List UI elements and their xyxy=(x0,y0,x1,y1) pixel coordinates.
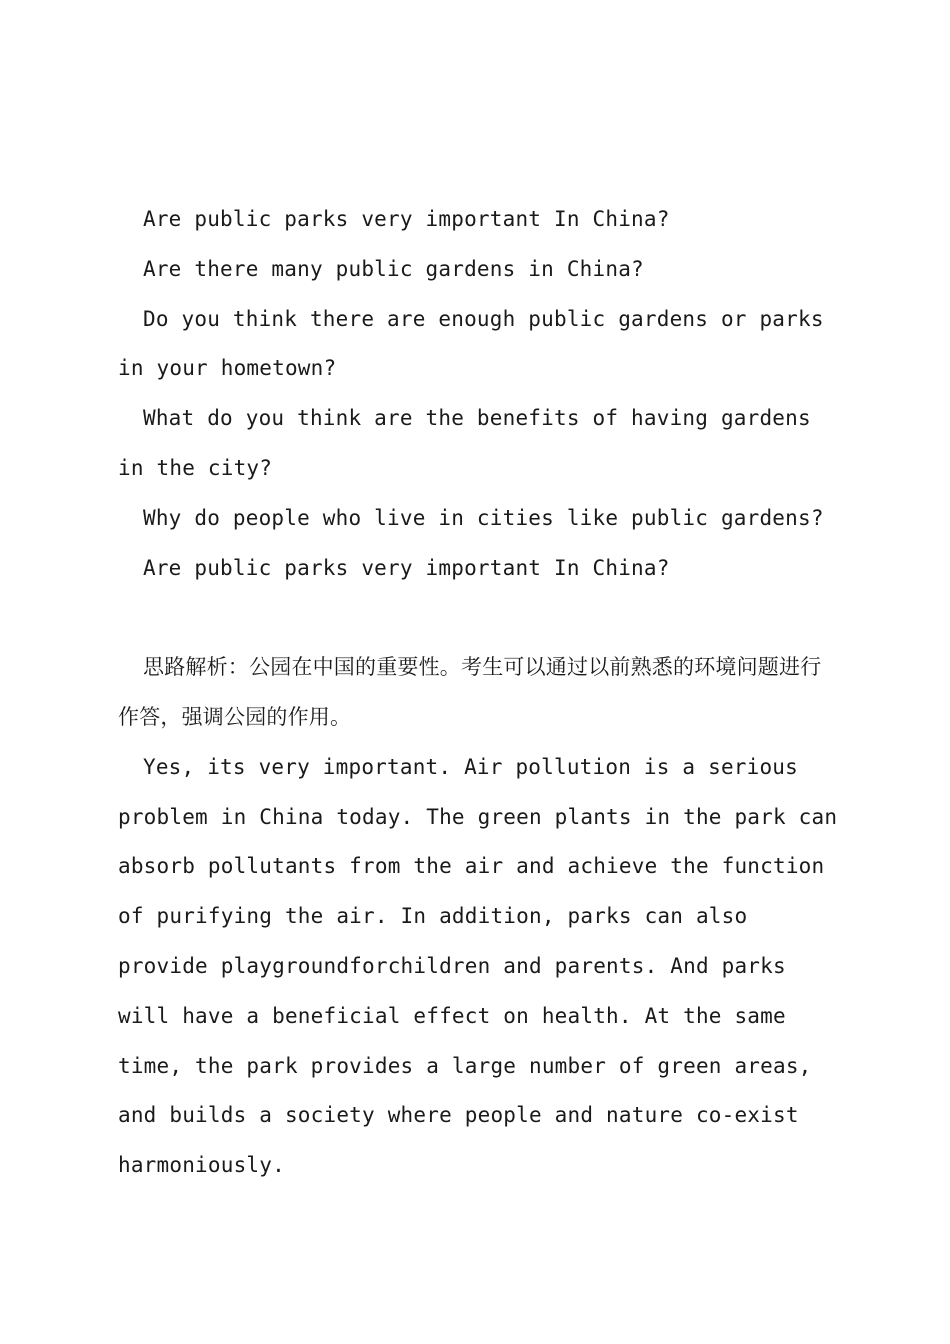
question-5: Why do people who live in cities like public gardens? xyxy=(143,505,824,530)
analysis-paragraph: 思路解析：公园在中国的重要性。考生可以通过以前熟悉的环境问题进行作答，强调公园的作用。 xyxy=(118,655,822,729)
question-3: Do you think there are enough public gardens or parks in your hometown? xyxy=(118,306,824,381)
question-6: Are public parks very important In China? xyxy=(143,555,670,580)
answer-paragraph: Yes, its very important. Air pollution is a serious problem in China today. The green plants in the park can absorb pollutants from the air and achieve the function of purifying the air. In addition, parks can also provide playgroundforchildren and parents. And parks will have a beneficial effect on health. At the same time, the park provides a large number of green areas, and builds a society where people and nature co-exist harmoniously. xyxy=(118,754,838,1178)
question-1: Are public parks very important In China? xyxy=(143,207,670,231)
paragraph-spacer xyxy=(118,593,838,643)
question-2: Are there many public gardens in China? xyxy=(143,256,644,281)
document-body xyxy=(118,195,838,1191)
question-4: What do you think are the benefits of having gardens in the city? xyxy=(118,406,811,480)
